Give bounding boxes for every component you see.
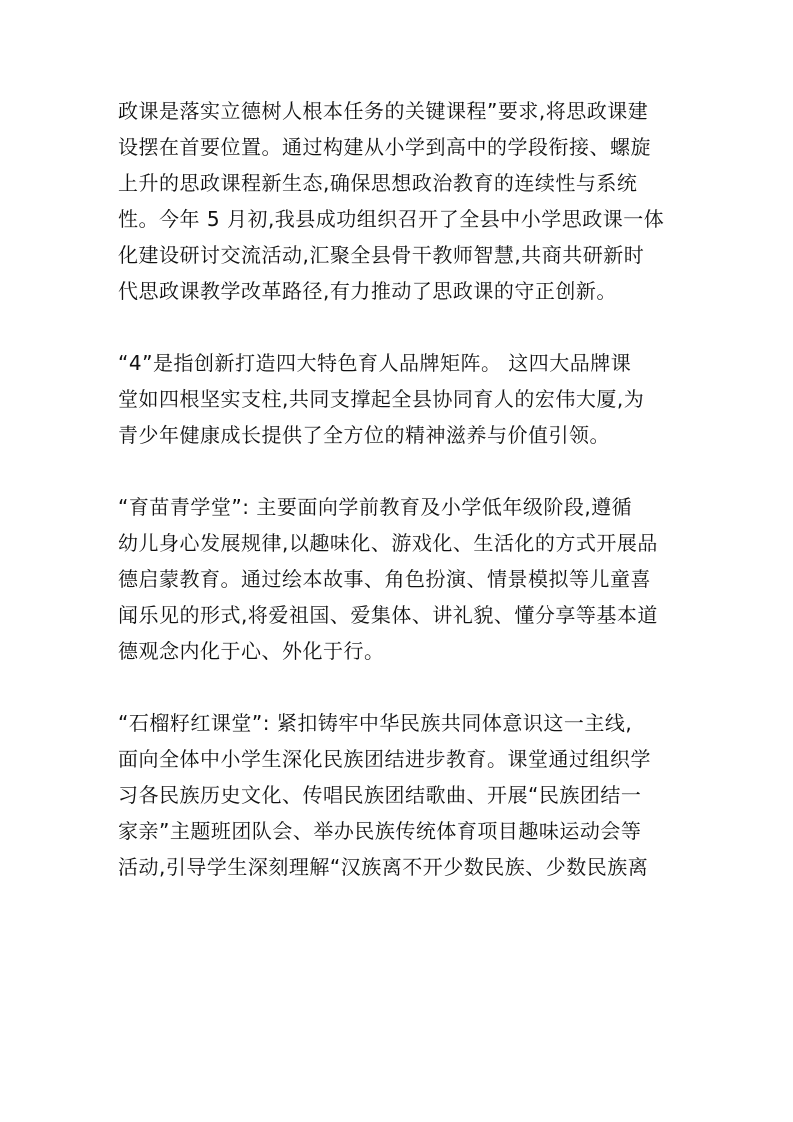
text-line: 政课是落实立德树人根本任务的关键课程”要求,将思政课建	[118, 99, 649, 123]
text-line: 幼儿身心发展规律,以趣味化、游戏化、生活化的方式开展品	[118, 531, 658, 555]
text-line: 德观念内化于心、外化于行。	[118, 639, 385, 663]
text-line: 闻乐见的形式,将爱祖国、爱集体、讲礼貌、懂分享等基本道	[118, 603, 658, 627]
text-line: 性。今年 5 月初,我县成功组织召开了全县中小学思政课一体	[118, 207, 665, 231]
paragraph-ideology-course	[118, 93, 680, 309]
text-line: 面向全体中小学生深化民族团结进步教育。课堂通过组织学	[118, 747, 651, 771]
text-line: 上升的思政课程新生态,确保思想政治教育的连续性与系统	[118, 171, 638, 195]
paragraph-four-brands	[118, 345, 680, 453]
paragraph-pomegranate-classroom	[118, 705, 680, 885]
text-line: 代思政课教学改革路径,有力推动了思政课的守正创新。	[118, 279, 617, 303]
text-line: “4”是指创新打造四大特色育人品牌矩阵。 这四大品牌课	[118, 351, 632, 375]
text-line: 习各民族历史文化、传唱民族团结歌曲、开展“民族团结一	[118, 783, 642, 807]
text-line: 设摆在首要位置。通过构建从小学到高中的学段衔接、螺旋	[118, 135, 651, 159]
text-line: 青少年健康成长提供了全方位的精神滋养与价值引领。	[118, 423, 610, 447]
text-line: “石榴籽红课堂”: 紧扣铸牢中华民族共同体意识这一主线,	[118, 711, 633, 735]
paragraph-yumiao-classroom	[118, 489, 680, 669]
text-line: 家亲”主题班团队会、举办民族传统体育项目趣味运动会等	[118, 819, 642, 843]
document-body	[118, 93, 680, 921]
text-line: 德启蒙教育。通过绘本故事、角色扮演、情景模拟等儿童喜	[118, 567, 651, 591]
text-line: 活动,引导学生深刻理解“汉族离不开少数民族、少数民族离	[118, 855, 649, 879]
text-line: 化建设研讨交流活动,汇聚全县骨干教师智慧,共商共研新时	[118, 243, 645, 267]
text-line: “育苗青学堂”: 主要面向学前教育及小学低年级阶段,遵循	[118, 495, 633, 519]
text-line: 堂如四根坚实支柱,共同支撑起全县协同育人的宏伟大厦,为	[118, 387, 645, 411]
